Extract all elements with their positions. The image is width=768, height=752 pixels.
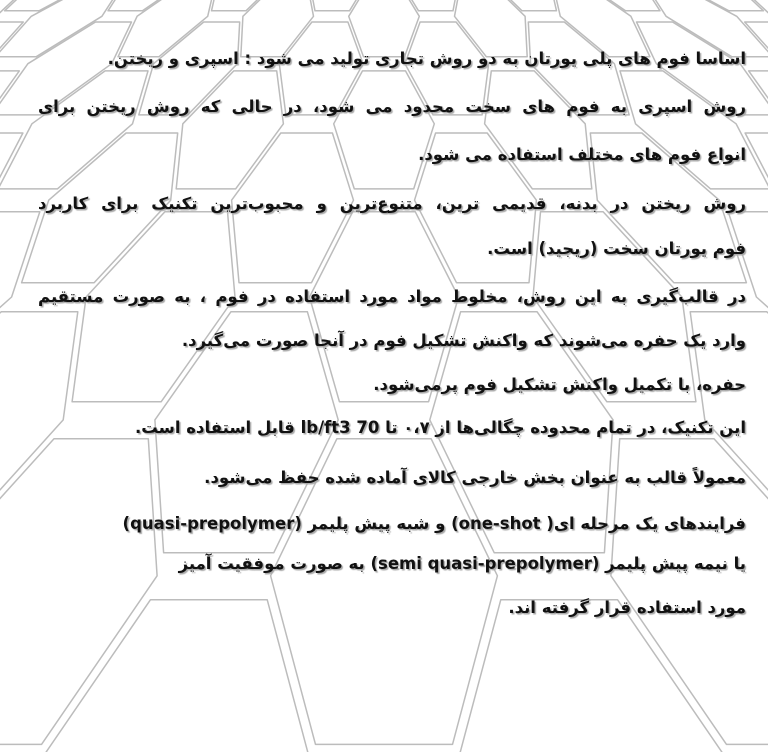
text-line-8: حفره، با تکمیل واکنش تشکیل فوم پرمی‌شود. — [373, 375, 746, 394]
text-line-9: این تکنیک، در تمام محدوده چگالی‌ها از ۰،۷ تا 70 lb/ft3 قابل استفاده است. — [134, 418, 746, 437]
text-line-1: اساسا فوم های پلی یورتان به دو روش تجاری تولید می شود : اسپری و ریختن. — [107, 49, 746, 68]
text-line-7: وارد یک حفره می‌شوند که واکنش تشکیل فوم در آنجا صورت می‌گیرد. — [181, 331, 746, 350]
text-line-5: فوم یورتان سخت (ریجید) است. — [487, 239, 746, 258]
text-line-10: معمولاً قالب به عنوان بخش خارجی کالای آماده شده حفظ می‌شود. — [204, 468, 746, 487]
text-line-6: در قالب‌گیری به این روش، مخلوط مواد مورد استفاده در فوم ، به صورت مستقیم — [38, 287, 746, 306]
text-line-12: یا نیمه پیش پلیمر (semi quasi-prepolymer) به صورت موفقیت آمیز — [178, 554, 746, 573]
text-line-13: مورد استفاده قرار گرفته اند. — [508, 598, 746, 617]
text-line-3: انواع فوم های مختلف استفاده می شود. — [418, 145, 746, 164]
text-line-11: فرایندهای یک مرحله ای( one-shot) و شبه پیش پلیمر (quasi-prepolymer) — [122, 514, 746, 533]
text-line-4: روش ریختن در بدنه، قدیمی ترین، متنوع‌ترین و محبوب‌ترین تکنیک برای کاربرد — [38, 194, 746, 213]
text-line-2: روش اسپری به فوم های سخت محدود می شود، در حالی که روش ریختن برای — [38, 97, 746, 116]
